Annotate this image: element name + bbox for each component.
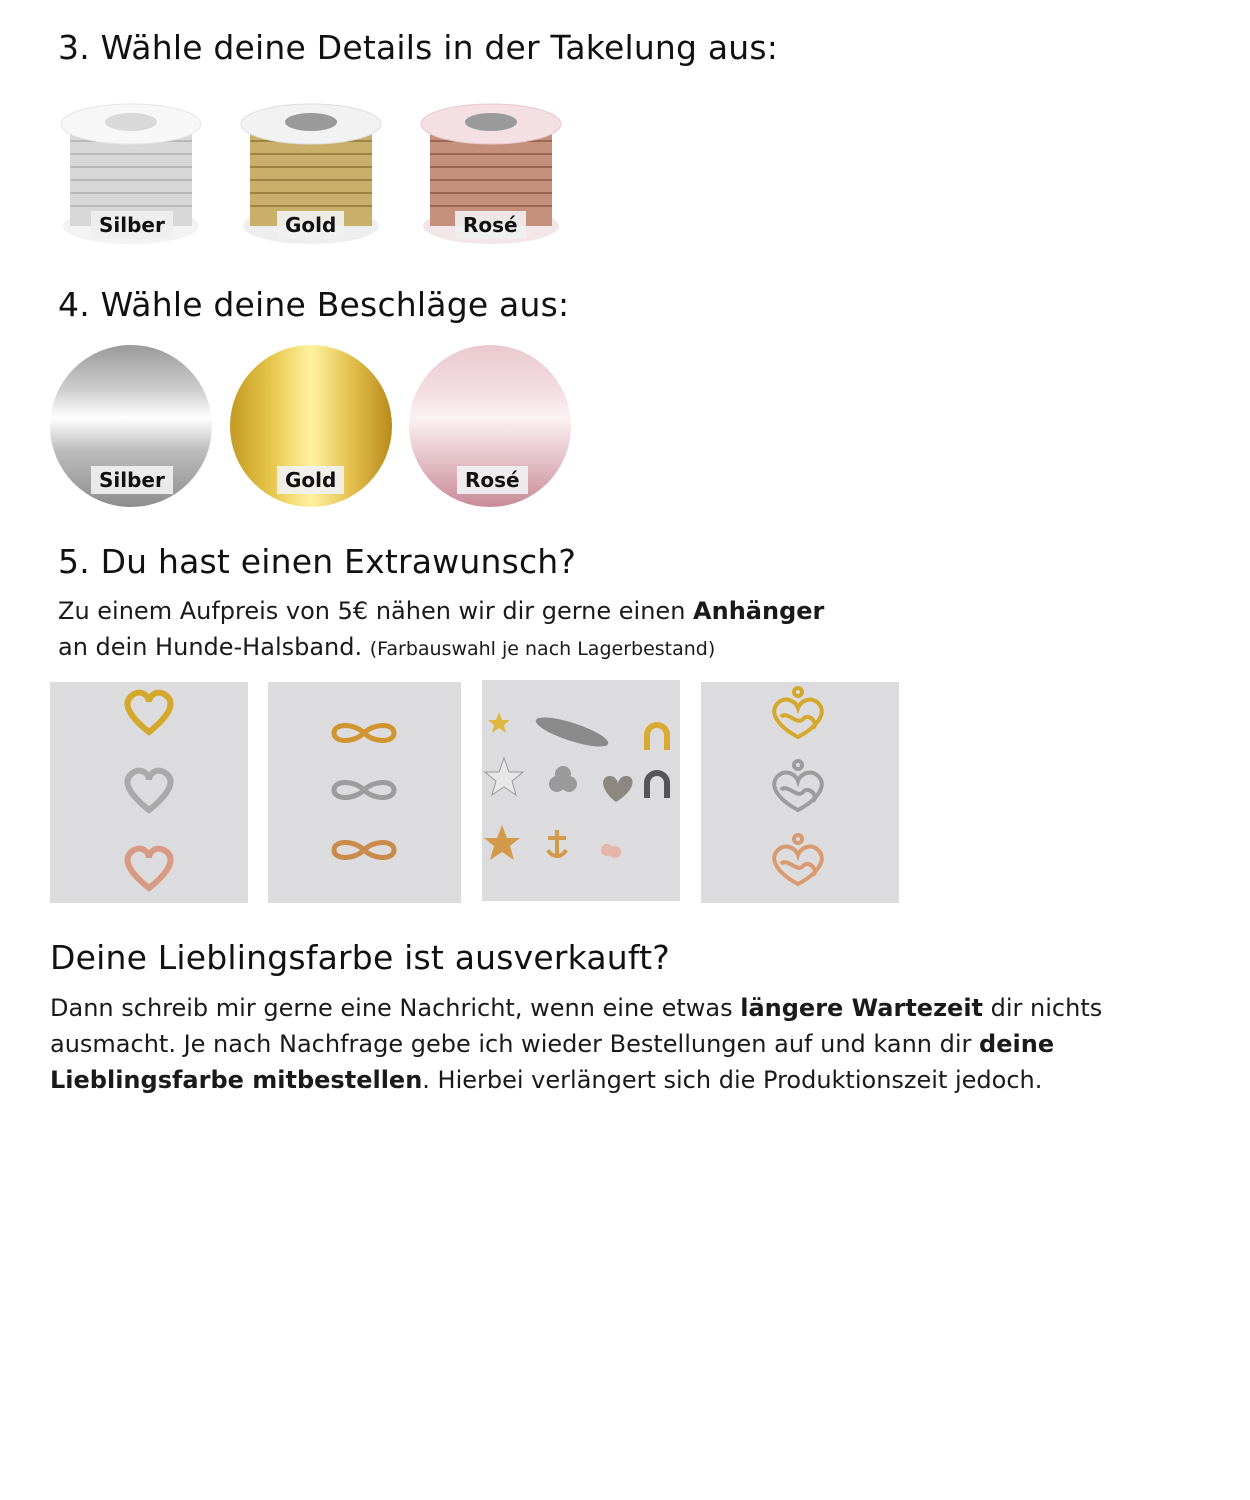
pendant-heart-infinity-photo[interactable] <box>701 682 899 903</box>
section5-title: 5. Du hast einen Extrawunsch? <box>58 542 577 581</box>
beschlag-option-silber-label: Silber <box>91 466 173 494</box>
beschlag-option-gold-label: Gold <box>277 466 344 494</box>
soldout-title: Deine Lieblingsfarbe ist ausverkauft? <box>50 938 671 977</box>
takelung-option-gold-label: Gold <box>277 211 344 239</box>
pendant-infinity-photo[interactable] <box>268 682 461 903</box>
anhaenger-emphasis: Anhänger <box>693 597 825 625</box>
pendant-hearts-photo[interactable] <box>50 682 248 903</box>
section5-description-line1: Zu einem Aufpreis von 5€ nähen wir dir gerne einen Anhänger <box>58 597 825 625</box>
wartezeit-emphasis: längere Wartezeit <box>740 994 984 1022</box>
section3-title: 3. Wähle deine Details in der Takelung aus: <box>58 28 779 67</box>
takelung-option-silber-label: Silber <box>91 211 173 239</box>
beschlag-option-rose-label: Rosé <box>457 466 528 494</box>
section5-description-line2: an dein Hunde-Halsband. (Farbauswahl je nach Lagerbestand) <box>58 633 716 661</box>
takelung-option-rose-label: Rosé <box>455 211 526 239</box>
pendant-charms-photo[interactable] <box>482 680 680 901</box>
section4-title: 4. Wähle deine Beschläge aus: <box>58 285 570 324</box>
stock-note: (Farbauswahl je nach Lagerbestand) <box>369 638 716 660</box>
soldout-paragraph: Dann schreib mir gerne eine Nachricht, wenn eine etwas längere Wartezeit dir nichts ausmacht. Je nach Nachfrage gebe ich wieder Bestellungen auf und kann dir deine Lieblingsfarbe mitbestellen. Hierbei verlängert sich die Produktionszeit jedoch. <box>50 994 1103 1094</box>
lieblingsfarbe-emphasis: deine Lieblingsfarbe mitbestellen <box>50 1030 1055 1094</box>
